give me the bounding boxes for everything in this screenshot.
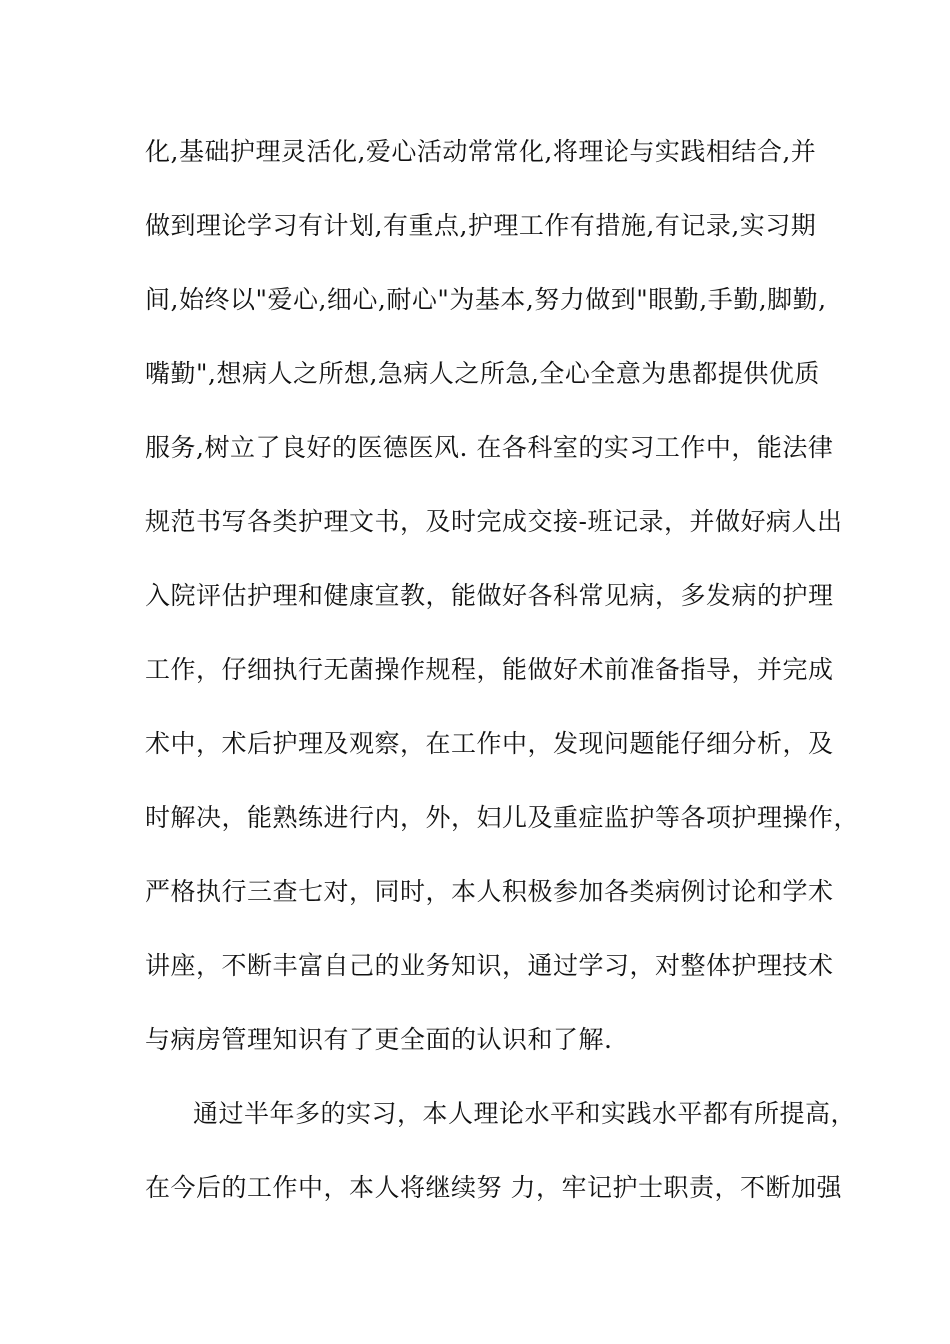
text-line: 化,基础护理灵活化,爱心活动常常化,将理论与实践相结合,并 — [145, 137, 817, 166]
body-text — [145, 132, 860, 1242]
text-line: 入院评估护理和健康宣教，能做好各科常见病，多发病的护理 — [145, 581, 834, 610]
text-line: 工作，仔细执行无菌操作规程，能做好术前准备指导，并完成 — [145, 655, 834, 684]
paragraph-start-line: 通过半年多的实习，本人理论水平和实践水平都有所提高， — [193, 1099, 857, 1128]
text-line: 服务,树立了良好的医德医风. 在各科室的实习工作中，能法律 — [145, 433, 834, 462]
text-line: 在今后的工作中，本人将继续努 力，牢记护士职责，不断加强 — [145, 1173, 842, 1202]
text-line: 术中，术后护理及观察，在工作中，发现问题能仔细分析，及 — [145, 729, 834, 758]
text-line: 严格执行三查七对，同时，本人积极参加各类病例讨论和学术 — [145, 877, 834, 906]
text-line: 嘴勤",想病人之所想,急病人之所急,全心全意为患都提供优质 — [145, 359, 820, 388]
text-line: 做到理论学习有计划,有重点,护理工作有措施,有记录,实习期 — [145, 211, 817, 240]
text-line: 时解决，能熟练进行内，外，妇儿及重症监护等各项护理操作， — [145, 803, 860, 832]
text-line: 与病房管理知识有了更全面的认识和了解. — [145, 1025, 613, 1054]
text-line: 讲座，不断丰富自己的业务知识，通过学习，对整体护理技术 — [145, 951, 834, 980]
text-line: 间,始终以"爱心,细心,耐心"为基本,努力做到"眼勤,手勤,脚勤, — [145, 285, 827, 314]
text-line: 规范书写各类护理文书，及时完成交接-班记录，并做好病人出 — [145, 507, 843, 536]
